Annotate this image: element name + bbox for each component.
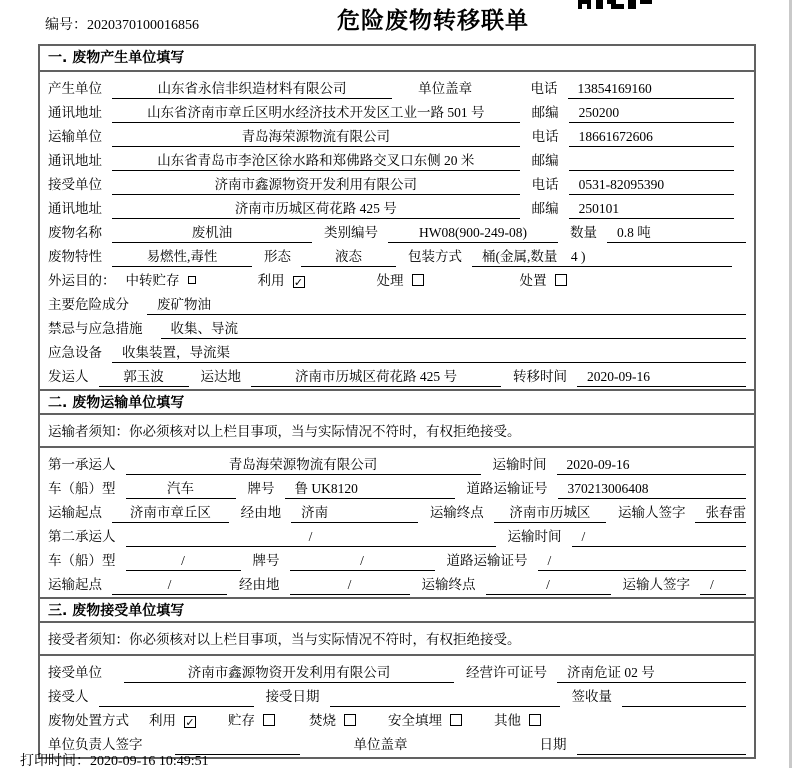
spacer <box>139 314 147 315</box>
field-value: 13854169160 <box>568 79 734 99</box>
checkbox-label: 处置 <box>519 273 547 288</box>
form-row <box>40 219 754 243</box>
checkbox-label: 处理 <box>376 273 404 288</box>
transporter-notice: 运输者须知：你必须核对以上栏目事项，当与实际情况不符时，有权拒绝接受。 <box>40 415 754 448</box>
qr-code-fragment <box>578 0 654 10</box>
field-label: 发运人 <box>48 369 89 384</box>
checkbox-label: 焚烧 <box>309 713 336 728</box>
checkbox-label: 利用 <box>149 713 176 728</box>
checkbox-label: 利用 <box>257 273 285 288</box>
field-value: 山东省永信非织造材料有限公司 <box>112 79 392 99</box>
spacer <box>305 290 377 291</box>
field-label: 产生单位 <box>48 81 102 96</box>
field-value: 18661672606 <box>569 127 734 147</box>
form-row <box>40 475 754 499</box>
field-label: 数量 <box>570 225 597 240</box>
field-value <box>622 687 746 707</box>
field-value: 0531-82095390 <box>569 175 734 195</box>
field-label: 废物特性 <box>48 249 102 264</box>
field-value: 济南市鑫源物资开发利用有限公司 <box>112 175 520 195</box>
field-value: 鲁 UK8120 <box>285 479 455 499</box>
print-time-value: 2020-09-16 10:49:51 <box>90 754 209 768</box>
unchecked-checkbox-icon <box>412 274 424 286</box>
spacer <box>420 754 540 755</box>
form-row <box>40 171 754 195</box>
field-label: 牌号 <box>247 481 275 496</box>
spacer <box>112 682 124 683</box>
qr-block <box>596 0 603 9</box>
field-label: 道路运输证号 <box>466 481 548 496</box>
spacer <box>196 730 228 731</box>
field-label: 第二承运人 <box>48 529 116 544</box>
checkbox-item <box>388 711 462 731</box>
spacer <box>153 338 161 339</box>
spacer <box>744 266 746 267</box>
field-value: / <box>126 551 241 571</box>
field-label: 废物名称 <box>48 225 102 240</box>
field-label: 接受人 <box>48 689 89 704</box>
field-value <box>577 735 747 755</box>
field-label: 运输起点 <box>48 505 102 520</box>
field-value: 山东省济南市章丘区明水经济技术开发区工业一路 501 号 <box>112 103 520 123</box>
field-value: 山东省青岛市李沧区徐水路和郑佛路交叉口东侧 20 米 <box>112 151 520 171</box>
field-label: 废物处置方式 <box>48 713 129 728</box>
page-title: 危险废物转移联单 <box>337 8 529 34</box>
spacer <box>139 730 149 731</box>
qr-block <box>587 4 591 9</box>
field-label: 接受单位 <box>48 177 102 192</box>
form-row <box>40 195 754 219</box>
field-value: / <box>572 527 747 547</box>
field-label: 主要危险成分 <box>48 297 129 312</box>
field-label: 运输人签字 <box>622 577 690 592</box>
static-text: 单位盖章 <box>418 81 473 96</box>
field-label: 车（船）型 <box>48 481 116 496</box>
section-title-transporter: 二. 废物运输单位填写 <box>40 389 754 415</box>
checked-checkbox-icon: ✓ <box>185 716 195 729</box>
field-label: 第一承运人 <box>48 457 116 472</box>
field-value: 250200 <box>569 103 734 123</box>
checkbox-label: 贮存 <box>228 713 255 728</box>
form-row <box>40 147 754 171</box>
field-label: 运输终点 <box>429 505 484 520</box>
field-label: 电话 <box>531 129 559 144</box>
field-label: 运输终点 <box>421 577 476 592</box>
field-label: 道路运输证号 <box>446 553 528 568</box>
field-value: 青岛海荣源物流有限公司 <box>112 127 520 147</box>
field-label: 运输单位 <box>48 129 102 144</box>
form-row <box>40 339 754 363</box>
spacer <box>275 730 309 731</box>
form-row <box>40 315 754 339</box>
section-transporter <box>40 389 754 597</box>
checkbox-label: 安全填埋 <box>388 713 442 728</box>
field-value: 废矿物油 <box>147 295 746 315</box>
field-value: 2020-09-16 <box>557 455 747 475</box>
field-value: / <box>538 551 747 571</box>
field-value: 收集装置，导流渠 <box>112 343 746 363</box>
form-row <box>40 267 754 291</box>
field-value: 济南市历城区 <box>494 503 606 523</box>
checkbox-label: 其他 <box>494 713 521 728</box>
checkbox-item <box>494 711 541 731</box>
field-value: 收集、导流 <box>161 319 747 339</box>
field-label: 接受日期 <box>265 689 320 704</box>
section-generator <box>40 46 754 389</box>
field-value: 桶(金属,数量 4 ) <box>472 247 732 267</box>
field-label: 外运目的： <box>48 273 116 288</box>
checkbox-item <box>520 271 567 291</box>
document-number-label: 编号： <box>45 18 87 33</box>
spacer <box>462 730 494 731</box>
unchecked-checkbox-icon <box>555 274 567 286</box>
field-label: 形态 <box>264 249 291 264</box>
field-label: 签收量 <box>571 689 612 704</box>
field-value: / <box>290 551 435 571</box>
unchecked-checkbox-icon <box>529 714 541 726</box>
form-row <box>40 659 754 683</box>
field-label: 运输人签字 <box>617 505 686 520</box>
checkbox-item <box>377 271 424 291</box>
unchecked-checkbox-icon <box>188 276 196 284</box>
spacer <box>196 290 258 291</box>
field-label: 转移时间 <box>513 369 567 384</box>
field-label: 日期 <box>539 737 567 752</box>
section-title-receiver: 三. 废物接受单位填写 <box>40 597 754 623</box>
form-row <box>40 571 754 595</box>
print-time <box>20 750 209 768</box>
field-label: 应急设备 <box>48 345 102 360</box>
checkbox-item <box>258 271 305 291</box>
field-value: 济南市章丘区 <box>112 503 229 523</box>
field-value <box>330 687 560 707</box>
field-value: 0.8 吨 <box>607 223 746 243</box>
field-value: / <box>290 575 410 595</box>
print-time-label: 打印时间： <box>20 754 90 768</box>
field-label: 接受单位 <box>48 665 102 680</box>
section-title-generator: 一. 废物产生单位填写 <box>40 46 754 72</box>
form-row <box>40 451 754 475</box>
static-text: 单位盖章 <box>353 737 408 752</box>
spacer <box>312 754 340 755</box>
field-value: / <box>486 575 611 595</box>
field-label: 邮编 <box>531 201 559 216</box>
field-label: 通讯地址 <box>48 153 102 168</box>
checkbox-item <box>126 271 196 291</box>
qr-block <box>578 4 582 9</box>
field-label: 邮编 <box>531 105 559 120</box>
field-value <box>99 687 254 707</box>
field-value: 张春雷 <box>695 503 746 523</box>
field-label: 运输起点 <box>48 577 102 592</box>
section-rows <box>40 72 754 389</box>
field-value: 济南 <box>291 503 418 523</box>
unchecked-checkbox-icon <box>344 714 356 726</box>
field-value: 济南市鑫源物资开发利用有限公司 <box>124 663 454 683</box>
field-value: 2020-09-16 <box>577 367 746 387</box>
form-row <box>40 291 754 315</box>
checkbox-label: 中转贮存 <box>125 273 180 288</box>
page-edge-line <box>789 0 792 768</box>
section-rows <box>40 656 754 757</box>
document-number-value: 2020370100016856 <box>87 18 199 33</box>
form-row <box>40 499 754 523</box>
section-rows <box>40 448 754 597</box>
field-value: / <box>700 575 746 595</box>
checkbox-item <box>149 711 196 731</box>
field-value: 废机油 <box>112 223 312 243</box>
field-label: 运输时间 <box>507 529 562 544</box>
field-value: 370213006408 <box>558 479 747 499</box>
field-value: 250101 <box>569 199 734 219</box>
field-label: 运输时间 <box>492 457 547 472</box>
field-value: 液态 <box>301 247 396 267</box>
unchecked-checkbox-icon <box>263 714 275 726</box>
form-row <box>40 707 754 731</box>
form-row <box>40 363 754 387</box>
field-label: 单位负责人签字 <box>48 737 143 752</box>
spacer <box>356 730 388 731</box>
field-label: 通讯地址 <box>48 105 102 120</box>
spacer <box>424 290 520 291</box>
form-row <box>40 683 754 707</box>
field-label: 运达地 <box>200 369 241 384</box>
checkbox-item <box>309 711 356 731</box>
form-row <box>40 243 754 267</box>
field-value: 郭玉波 <box>99 367 189 387</box>
field-value: 易燃性,毒性 <box>112 247 252 267</box>
field-value: 青岛海荣源物流有限公司 <box>126 455 481 475</box>
field-label: 电话 <box>531 177 559 192</box>
field-value: / <box>112 575 227 595</box>
field-value: / <box>126 527 496 547</box>
field-value: 济南市历城区荷花路 425 号 <box>251 367 501 387</box>
manifest-form <box>38 44 756 759</box>
field-label: 经由地 <box>240 505 282 520</box>
field-value: 济南危证 02 号 <box>557 663 746 683</box>
section-receiver <box>40 597 754 757</box>
form-row <box>40 75 754 99</box>
field-label: 牌号 <box>252 553 280 568</box>
field-value: 汽车 <box>126 479 236 499</box>
unchecked-checkbox-icon <box>450 714 462 726</box>
field-value: HW08(900-249-08) <box>388 223 558 243</box>
field-label: 类别编号 <box>324 225 378 240</box>
field-label: 包装方式 <box>408 249 462 264</box>
form-row <box>40 123 754 147</box>
checked-checkbox-icon: ✓ <box>293 276 304 289</box>
field-label: 禁忌与应急措施 <box>48 321 143 336</box>
field-value: 济南市历城区荷花路 425 号 <box>112 199 520 219</box>
field-label: 经由地 <box>239 577 280 592</box>
field-label: 经营许可证号 <box>466 665 547 680</box>
field-label: 车（船）型 <box>48 553 116 568</box>
checkbox-item <box>228 711 275 731</box>
field-label: 通讯地址 <box>48 201 102 216</box>
receiver-notice: 接受者须知：你必须核对以上栏目事项，当与实际情况不符时，有权拒绝接受。 <box>40 623 754 656</box>
field-label: 电话 <box>530 81 558 96</box>
qr-block <box>628 0 636 9</box>
qr-block <box>640 0 652 4</box>
field-label: 邮编 <box>531 153 559 168</box>
qr-block <box>611 4 624 9</box>
form-row <box>40 523 754 547</box>
field-value <box>569 151 734 171</box>
form-row <box>40 99 754 123</box>
form-row <box>40 547 754 571</box>
